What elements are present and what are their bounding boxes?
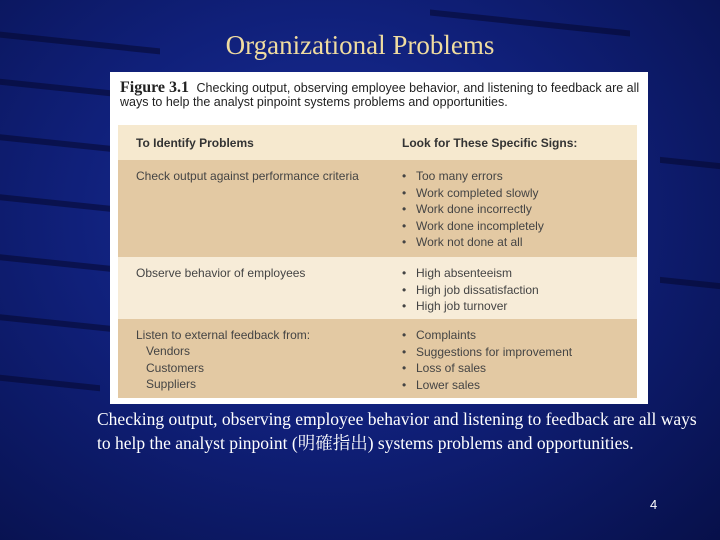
background-stripe — [660, 277, 720, 289]
header-specific-signs: Look for These Specific Signs: — [402, 136, 578, 150]
problem-subitem: Suppliers — [146, 376, 197, 391]
problem-subitem: Vendors — [146, 344, 191, 359]
problem-cell — [136, 327, 310, 392]
sign-item: • Loss of sales — [402, 360, 572, 377]
sign-item: • High job dissatisfaction — [402, 282, 539, 299]
page-number: 4 — [650, 497, 658, 512]
sign-item: • Work completed slowly — [402, 185, 544, 202]
signs-cell — [402, 327, 572, 393]
sign-item: • Complaints — [402, 327, 572, 344]
figure-caption-text: Checking output, observing employee behavior, and listening to feedback are all ways to help the analyst pinpoint systems problems and opportunities. — [120, 81, 640, 109]
sign-item: • Work done incorrectly — [402, 201, 544, 218]
sign-item: • Work done incompletely — [402, 218, 544, 235]
problem-text: Check output against performance criteria — [136, 169, 359, 183]
background-stripe — [0, 194, 110, 212]
problem-subitem: Customers — [146, 360, 205, 375]
background-stripe — [0, 134, 110, 152]
sign-item: • Lower sales — [402, 377, 572, 394]
sign-item: • Suggestions for improvement — [402, 344, 572, 361]
table-row — [118, 257, 637, 319]
sign-item: • High absenteeism — [402, 265, 539, 282]
slide-body-text: Checking output, observing employee behavior and listening to feedback are all ways to help the analyst pinpoint (明確指出) systems problems and opportunities. — [97, 409, 697, 453]
signs-cell — [402, 168, 544, 251]
figure-table — [110, 72, 648, 404]
background-stripe — [0, 79, 120, 98]
slide-title: Organizational Problems — [225, 30, 495, 60]
problem-text: Observe behavior of employees — [136, 266, 306, 280]
background-stripe — [0, 314, 110, 332]
sign-item: • Too many errors — [402, 168, 544, 185]
figure-label: Figure 3.1 — [120, 79, 190, 96]
problem-cell — [136, 168, 359, 184]
background-stripe — [0, 254, 110, 272]
background-stripe — [660, 157, 720, 169]
table-row — [118, 160, 637, 257]
signs-cell — [402, 265, 539, 315]
table-row — [118, 319, 637, 398]
sign-item: • Work not done at all — [402, 234, 544, 251]
table-header — [118, 125, 637, 160]
problem-text: Listen to external feedback from: — [136, 328, 311, 342]
sign-item: • High job turnover — [402, 298, 539, 315]
problem-cell — [136, 265, 305, 281]
background-stripe — [0, 375, 100, 392]
figure-caption — [120, 81, 640, 109]
header-identify-problems: To Identify Problems — [136, 136, 254, 150]
